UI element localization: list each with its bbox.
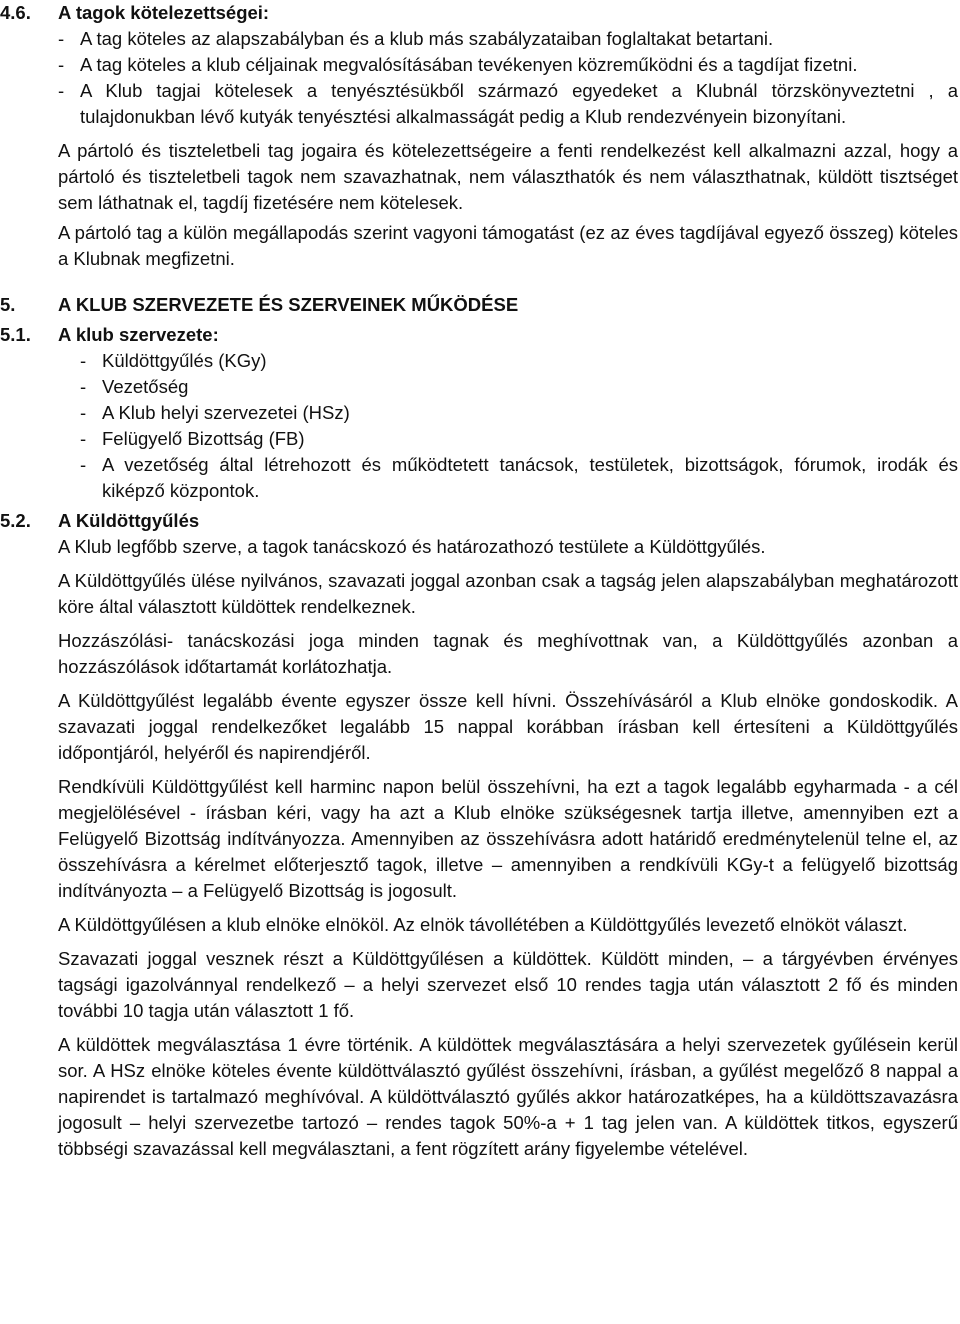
- list-item: - Felügyelő Bizottság (FB): [80, 426, 958, 452]
- section-title: A KLUB SZERVEZETE ÉS SZERVEINEK MŰKÖDÉSE: [58, 294, 519, 315]
- section-heading-5-2: [0, 508, 960, 534]
- paragraph: A Küldöttgyűlésen a klub elnöke elnököl. Az elnök távollétében a Küldöttgyűlés levezető elnököt választ.: [58, 914, 908, 935]
- list-item: - A Klub tagjai kötelesek a tenyésztésükből származó egyedeket a Klubnál törzskönyveztetni , a tulajdonukban lévő kutyák tenyésztési alkalmasságát pedig a Klub rendezvényein bizonyítani.: [58, 78, 958, 130]
- list-item: - A tag köteles az alapszabályban és a klub más szabályzataiban foglaltakat betartani.: [58, 26, 958, 52]
- paragraph: Rendkívüli Küldöttgyűlést kell harminc napon belül összehívni, ha ezt a tagok legalább egyharmada - a cél megjelölésével - írásban kéri, vagy ha azt a Klub elnöke szükségesnek tartja illetve, amennyiben ezt a Felügyelő Bizottság indítványozza. Amennyiben az összehívásra adott határidő eredménytelenül telne el, az összehívásra a kérelmet előterjesztő tagok, illetve – amennyiben a rendkívüli KGy-t a felügyelő bizottság indítványozta – a Felügyelő Bizottság is jogosult.: [58, 776, 958, 901]
- section-title: A Küldöttgyűlés: [58, 510, 200, 531]
- section-title: A tagok kötelezettségei:: [58, 2, 270, 23]
- list-item: - A Klub helyi szervezetei (HSz): [80, 400, 958, 426]
- section-number: 5.2.: [0, 510, 31, 531]
- paragraph: Hozzászólási- tanácskozási joga minden tagnak és meghívottnak van, a Küldöttgyűlés azonban a hozzászólások időtartamát korlátozhatja.: [58, 630, 958, 677]
- paragraph: A pártoló és tiszteletbeli tag jogaira és kötelezettségeire a fenti rendelkezést kell alkalmazni azzal, hogy a pártoló és tiszteletbeli tagok nem szavazhatnak, nem választhatók és nem választhatnak, küldött tisztséget sem láthatnak el, tagdíj fizetésére nem kötelesek.: [58, 140, 958, 213]
- paragraph: A pártoló tag a külön megállapodás szerint vagyoni támogatást (ez az éves tagdíjával egyező összeg) köteles a Klubnak megfizetni.: [58, 222, 958, 269]
- section-number: 5.1.: [0, 324, 31, 345]
- paragraph: A Klub legfőbb szerve, a tagok tanácskozó és határozathozó testülete a Küldöttgyűlés.: [58, 536, 766, 557]
- list-item: - A vezetőség által létrehozott és működtetett tanácsok, testületek, bizottságok, fórumok, irodák és kiképző központok.: [80, 452, 958, 504]
- section-title: A klub szervezete:: [58, 324, 219, 345]
- list-item: - Küldöttgyűlés (KGy): [80, 348, 958, 374]
- paragraph: A Küldöttgyűlés ülése nyilvános, szavazati joggal azonban csak a tagság jelen alapszabályban meghatározott köre által választott küldöttek rendelkeznek.: [58, 570, 958, 617]
- organization-list: [0, 348, 960, 504]
- paragraph: A küldöttek megválasztása 1 évre történik. A küldöttek megválasztására a helyi szervezetek gyűlésein kerül sor. A HSz elnöke köteles évente küldöttválasztó gyűlést összehívni, írásban, a gyűlést megelőző 8 nappal a napirendet is tartalmazó meghívóval. A küldöttválasztó gyűlés akkor határozatképes, ha a küldöttszavazásra jogosult – helyi szervezetbe tartozó – rendes tagok 50%-a + 1 tag jelen van. A küldöttek titkos, egyszerű többségi szavazással kell megválasztani, a fent rögzített arány figyelembe vételével.: [58, 1034, 958, 1159]
- section-heading-5-1: [0, 322, 960, 348]
- section-body-4-6: [0, 26, 960, 272]
- paragraph: Szavazati joggal vesznek részt a Küldöttgyűlésen a küldöttek. Küldött minden, – a tárgyévben érvényes tagsági igazolvánnyal rendelkező – a helyi szervezet első 10 rendes tagja után választott 2 fő és minden további 10 tagja után választott 1 fő.: [58, 948, 958, 1021]
- section-heading-5: [0, 292, 960, 318]
- section-heading-4-6: [0, 0, 960, 26]
- paragraph: A Küldöttgyűlést legalább évente egyszer össze kell hívni. Összehívásáról a Klub elnöke gondoskodik. A szavazati joggal rendelkezőket legalább 15 nappal korábban írásban kell értesíteni a Küldöttgyűlés időpontjáról, helyéről és napirendjéről.: [58, 690, 958, 763]
- section-number: 5.: [0, 294, 16, 315]
- list-item: - A tag köteles a klub céljainak megvalósításában tevékenyen közreműködni és a tagdíjat fizetni.: [58, 52, 958, 78]
- section-body-5-2: [0, 534, 960, 1162]
- section-number: 4.6.: [0, 2, 31, 23]
- list-item: - Vezetőség: [80, 374, 958, 400]
